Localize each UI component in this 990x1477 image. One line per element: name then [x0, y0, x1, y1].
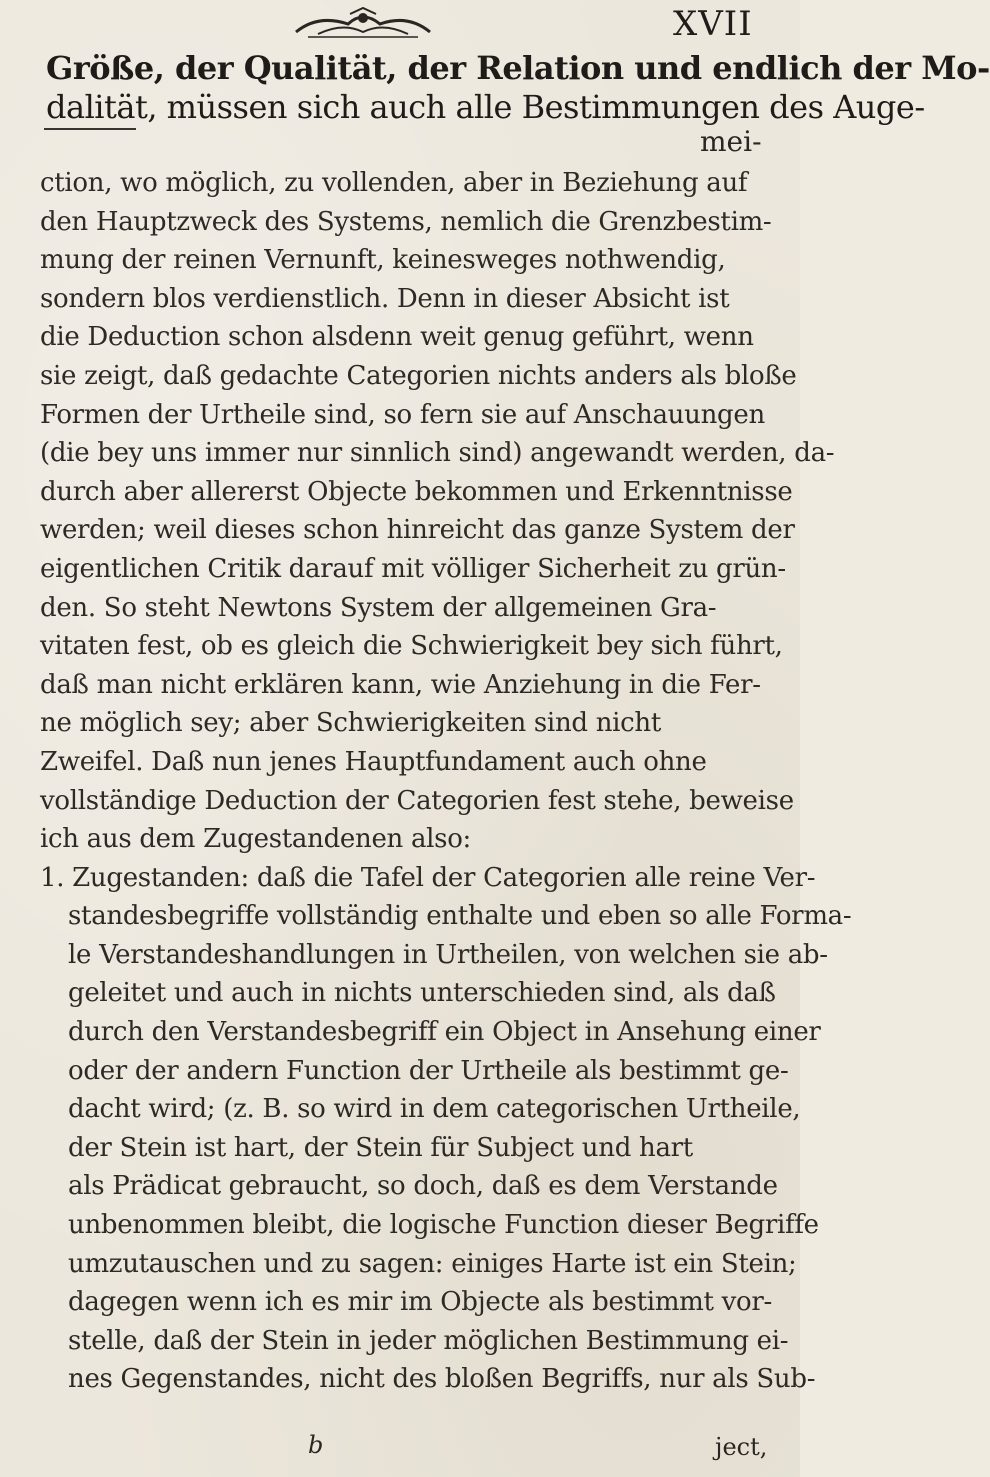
- text-line: ne möglich sey; aber Schwierigkeiten sind nicht: [40, 708, 662, 739]
- text-line: werden; weil dieses schon hinreicht das ganze System der: [40, 515, 795, 546]
- text-line: dagegen wenn ich es mir im Objecte als bestimmt vor-: [68, 1287, 772, 1318]
- body-text: [40, 164, 852, 1399]
- text-line: nes Gegenstandes, nicht des bloßen Begriffs, nur als Sub-: [68, 1364, 816, 1395]
- text-line: mung der reinen Vernunft, keinesweges nothwendig,: [40, 245, 726, 276]
- text-line: als Prädicat gebraucht, so doch, daß es dem Verstande: [68, 1171, 778, 1202]
- text-line: Zweifel. Daß nun jenes Hauptfundament auch ohne: [40, 746, 707, 777]
- text-line: stelle, daß der Stein in jeder möglichen Bestimmung ei-: [68, 1325, 789, 1356]
- text-line: sondern blos verdienstlich. Denn in dieser Absicht ist: [40, 283, 730, 314]
- text-line: durch aber allererst Objecte bekommen und Erkenntnisse: [40, 476, 793, 507]
- text-line: umzutauschen und zu sagen: einiges Harte ist ein Stein;: [68, 1248, 797, 1279]
- text-line: den. So steht Newtons System der allgemeinen Gra-: [40, 592, 717, 623]
- text-line: vitaten fest, ob es gleich die Schwierigkeit bey sich führt,: [40, 631, 783, 662]
- text-line: durch den Verstandesbegriff ein Object in Ansehung einer: [68, 1017, 821, 1048]
- heading-underline: [44, 128, 136, 130]
- text-line: daß man nicht erklären kann, wie Anziehung in die Fer-: [40, 669, 761, 700]
- text-line: standesbegriffe vollständig enthalte und eben so alle Forma-: [68, 901, 852, 932]
- text-line: sie zeigt, daß gedachte Categorien nichts anders als bloße: [40, 360, 797, 391]
- text-line: den Hauptzweck des Systems, nemlich die Grenzbestim-: [40, 206, 772, 237]
- heading-line-2: dalität, müssen sich auch alle Bestimmungen des Auge-: [46, 88, 925, 126]
- text-line: ich aus dem Zugestandenen also:: [40, 824, 472, 855]
- text-line: unbenommen bleibt, die logische Function dieser Begriffe: [68, 1210, 819, 1241]
- text-line: der Stein ist hart, der Stein für Subject und hart: [68, 1132, 693, 1163]
- text-line: die Deduction schon alsdenn weit genug geführt, wenn: [40, 322, 754, 353]
- heading-line-1: Größe, der Qualität, der Relation und endlich der Mo-: [46, 49, 990, 87]
- catchword: ject,: [715, 1433, 768, 1461]
- text-line: ction, wo möglich, zu vollenden, aber in Beziehung auf: [40, 168, 748, 198]
- signature-mark: b: [308, 1431, 324, 1459]
- line-end-word: mei-: [700, 125, 762, 158]
- printer-ornament-icon: [288, 6, 438, 40]
- text-line: dacht wird; (z. B. so wird in dem categorischen Urtheile,: [68, 1094, 801, 1125]
- text-line: oder der andern Function der Urtheile als bestimmt ge-: [68, 1055, 789, 1086]
- text-line: vollständige Deduction der Categorien fest stehe, beweise: [40, 785, 794, 816]
- text-line: geleitet und auch in nichts unterschieden sind, als daß: [68, 978, 776, 1009]
- text-line: le Verstandeshandlungen in Urtheilen, von welchen sie ab-: [68, 939, 828, 970]
- text-line: Formen der Urtheile sind, so fern sie auf Anschauungen: [40, 399, 765, 430]
- text-line: 1. Zugestanden: daß die Tafel der Categorien alle reine Ver-: [40, 862, 816, 893]
- text-line: eigentlichen Critik darauf mit völliger Sicherheit zu grün-: [40, 553, 786, 584]
- page-number: XVII: [673, 4, 753, 44]
- text-line: (die bey uns immer nur sinnlich sind) angewandt werden, da-: [40, 438, 835, 469]
